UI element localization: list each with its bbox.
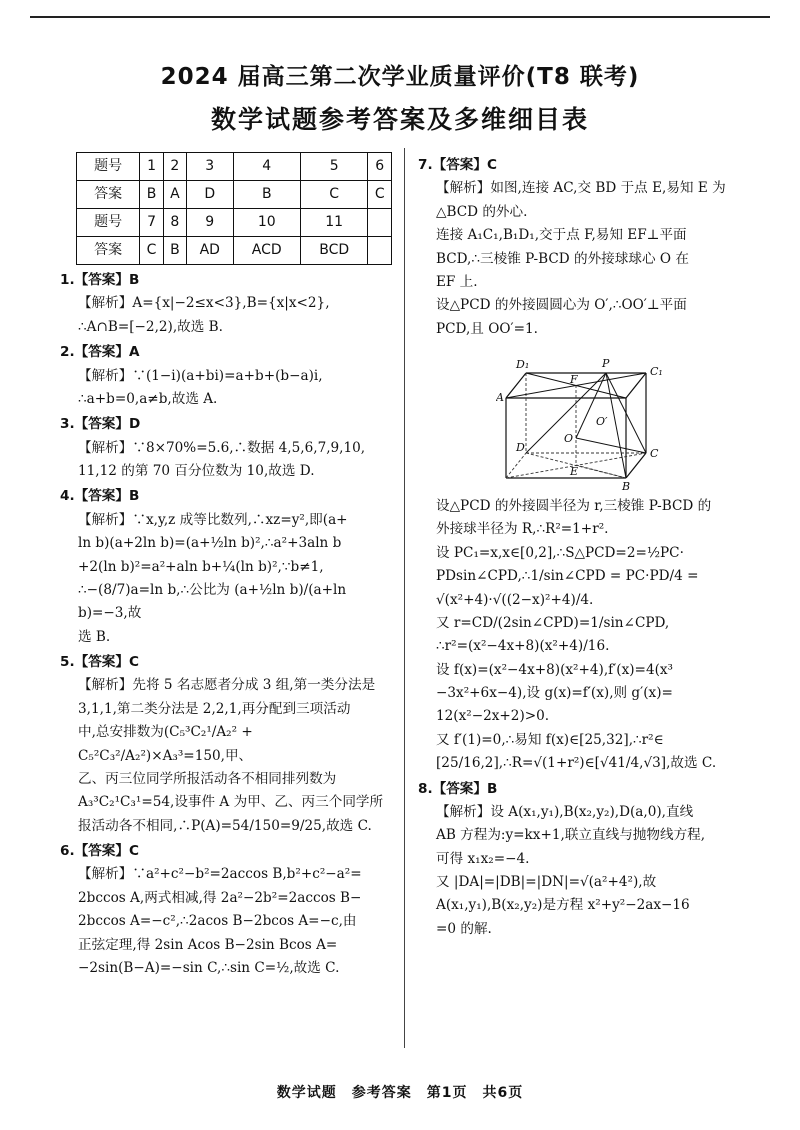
label-d1: D₁ [516, 358, 530, 371]
solution-line: 外接球半径为 R,∴R²=1+r². [436, 521, 609, 538]
question-answer-heading: 2.【答案】A [60, 344, 140, 361]
solution-line: ∴A∩B=[−2,2),故选 B. [78, 318, 223, 335]
solution-line: 11,12 的第 70 百分位数为 10,故选 D. [78, 463, 315, 479]
question-answer-heading: 6.【答案】C [60, 843, 139, 859]
answer-table-cell: 3 [186, 153, 233, 181]
solution-line: −2sin(B−A)=−sin C,∴sin C=½,故选 C. [78, 959, 340, 976]
solution-line: −3x²+6x−4),设 g(x)=f′(x),则 g′(x)= [436, 685, 673, 701]
answer-table-cell: 5 [300, 153, 367, 181]
solution-line: PCD,且 OO′=1. [436, 320, 538, 337]
label-c: C [650, 447, 659, 460]
solution-line: 选 B. [78, 628, 111, 645]
solution-line: △BCD 的外心. [436, 203, 528, 220]
solution-line: 【解析】设 A(x₁,y₁),B(x₂,y₂),D(a,0),直线 [436, 803, 694, 820]
answer-table-row [77, 209, 392, 237]
solution-line: 设△PCD 的外接圆圆心为 O′,∴OO′⊥平面 [436, 297, 687, 314]
solution-line: 12(x²−2x+2)>0. [436, 708, 550, 725]
answer-table-cell: B [233, 181, 300, 209]
solution-line: EF 上. [436, 273, 478, 290]
answer-table-cell: A [163, 181, 186, 209]
solution-line: 【解析】∵(1−i)(a+bi)=a+b+(b−a)i, [78, 367, 323, 384]
page-title: 2024 届高三第二次学业质量评价(T8 联考) [160, 64, 640, 90]
question-answer-heading: 3.【答案】D [60, 416, 141, 433]
page-footer: 数学试题 参考答案 第1页 共6页 [276, 1085, 524, 1101]
left-column [60, 152, 396, 980]
answer-table-cell: 11 [300, 209, 367, 237]
answer-table-header-cell: 题号 [77, 209, 140, 237]
answer-table-cell: 10 [233, 209, 300, 237]
solution-line: PDsin∠CPD,∴1/sin∠CPD = PC·PD/4 = [436, 568, 699, 585]
solution-line: [25/16,2],∴R=√(1+r²)∈[√41/4,√3],故选 C. [436, 755, 717, 772]
label-e: E [570, 465, 579, 478]
answer-table-cell: 6 [368, 153, 392, 181]
solution-line: 【解析】如图,连接 AC,交 BD 于点 E,易知 E 为 [436, 180, 726, 197]
answer-table-cell: 2 [163, 153, 186, 181]
answer-table-cell: 7 [140, 209, 164, 237]
cube-figure [496, 343, 676, 493]
solution-line: 3,1,1,第二类分法是 2,2,1,再分配到三项活动 [78, 700, 351, 717]
solution-line: ln b)(a+2ln b)=(a+½ln b)²,∴a²+3aln b [78, 535, 342, 552]
solution-line: 【解析】先将 5 名志愿者分成 3 组,第一类分法是 [78, 677, 376, 694]
answer-table-row [77, 153, 392, 181]
answer-table-cell: D [186, 181, 233, 209]
question-block [418, 778, 730, 942]
answer-table-cell: B [140, 181, 164, 209]
solution-line: ∴a+b=0,a≠b,故选 A. [78, 390, 218, 407]
question-block [418, 495, 730, 776]
answer-table-cell: 9 [186, 209, 233, 237]
answer-table-cell: 4 [233, 153, 300, 181]
answer-table-cell: B [163, 237, 186, 265]
solution-line: 【解析】∵x,y,z 成等比数列,∴xz=y²,即(a+ [78, 511, 348, 528]
solution-line: A₃³C₂¹C₃¹=54,设事件 A 为甲、乙、丙三个同学所 [78, 794, 384, 811]
top-rule [30, 16, 770, 18]
label-a1: A [496, 391, 504, 404]
answer-table-cell: 1 [140, 153, 164, 181]
label-o-prime: O′ [596, 415, 608, 428]
answer-table-cell: BCD [300, 237, 367, 265]
label-c1: C₁ [650, 365, 663, 378]
solution-line: 正弦定理,得 2sin Acos B−2sin Bcos A= [78, 936, 338, 953]
solution-line: 又 f′(1)=0,∴易知 f(x)∈[25,32],∴r²∈ [436, 731, 664, 748]
solution-line: 连接 A₁C₁,B₁D₁,交于点 F,易知 EF⊥平面 [436, 227, 687, 244]
question-answer-heading: 1.【答案】B [60, 272, 140, 288]
label-f: F [570, 373, 578, 386]
answer-table-cell: ACD [233, 237, 300, 265]
label-o: O [564, 432, 574, 445]
column-divider [404, 148, 405, 1048]
solution-line: 又 |DA|=|DB|=|DN|=√(a²+4²),故 [436, 874, 657, 890]
question-block [60, 840, 396, 980]
question-answer-heading: 7.【答案】C [418, 157, 497, 173]
answer-table-header-cell: 答案 [77, 181, 140, 209]
solution-line: 乙、丙三位同学所报活动各不相同排列数为 [78, 770, 337, 787]
answer-table-row [77, 181, 392, 209]
solution-line: 可得 x₁x₂=−4. [436, 850, 530, 867]
answer-table-header-cell: 题号 [77, 153, 140, 181]
question-answer-heading: 5.【答案】C [60, 654, 139, 670]
solution-line: BCD,∴三棱锥 P-BCD 的外接球球心 O 在 [436, 250, 689, 267]
page-subtitle: 数学试题参考答案及多维细目表 [210, 105, 589, 134]
solution-line: √(x²+4)·√((2−x)²+4)/4. [436, 591, 594, 608]
right-column [418, 152, 730, 941]
answer-table-cell: C [368, 181, 392, 209]
solution-line: 【解析】A={x|−2≤x<3},B={x|x<2}, [78, 295, 330, 312]
solution-line: AB 方程为:y=kx+1,联立直线与抛物线方程, [436, 827, 706, 844]
solution-line: 设 f(x)=(x²−4x+8)(x²+4),f′(x)=4(x³ [436, 661, 674, 678]
label-d: D [516, 441, 525, 454]
label-b: B [622, 480, 631, 493]
label-p: P [602, 357, 610, 370]
solution-line: 报活动各不相同,∴P(A)=54/150=9/25,故选 C. [78, 817, 372, 834]
solution-line: 中,总安排数为(C₅³C₂¹/A₂² + C₅²C₃²/A₂²)×A₃³=150,甲、 [78, 724, 253, 764]
solution-line: ∴r²=(x²−4x+8)(x²+4)/16. [436, 638, 610, 655]
answer-table [76, 152, 392, 265]
question-block [60, 651, 396, 838]
solution-line: 2bccos A,两式相减,得 2a²−2b²=2accos B− [78, 889, 362, 906]
answer-table-row [77, 237, 392, 265]
answer-table-cell: AD [186, 237, 233, 265]
question-block [60, 413, 396, 483]
answer-table-cell: C [140, 237, 164, 265]
question-answer-heading: 8.【答案】B [418, 780, 498, 797]
question-answer-heading: 4.【答案】B [60, 488, 140, 505]
answer-table-cell [368, 209, 392, 237]
solution-line: 【解析】∵a²+c²−b²=2accos B,b²+c²−a²= [78, 866, 362, 883]
answer-table-cell: C [300, 181, 367, 209]
solution-line: ∴−(8/7)a=ln b,∴公比为 (a+½ln b)/(a+ln b)=−3,故 [78, 581, 347, 622]
question-block [60, 269, 396, 339]
solution-line: A(x₁,y₁),B(x₂,y₂)是方程 x²+y²−2ax−16 [436, 897, 690, 914]
solution-line: =0 的解. [436, 920, 492, 937]
answer-table-header-cell: 答案 [77, 237, 140, 265]
solution-line: 又 r=CD/(2sin∠CPD)=1/sin∠CPD, [436, 614, 670, 631]
answer-table-cell [368, 237, 392, 265]
answer-table-cell: 8 [163, 209, 186, 237]
question-block [418, 154, 730, 341]
solution-line: 2bccos A=−c²,∴2acos B−2bcos A=−c,由 [78, 913, 357, 930]
solution-line: 【解析】∵8×70%=5.6,∴数据 4,5,6,7,9,10, [78, 439, 366, 456]
question-block [60, 341, 396, 411]
solution-line: 设 PC₁=x,x∈[0,2],∴S△PCD=2=½PC· [436, 544, 684, 561]
question-block [60, 485, 396, 649]
solution-line: +2(ln b)²=a²+aln b+¼(ln b)²,∵b≠1, [78, 558, 324, 575]
solution-line: 设△PCD 的外接圆半径为 r,三棱锥 P-BCD 的 [436, 498, 712, 514]
